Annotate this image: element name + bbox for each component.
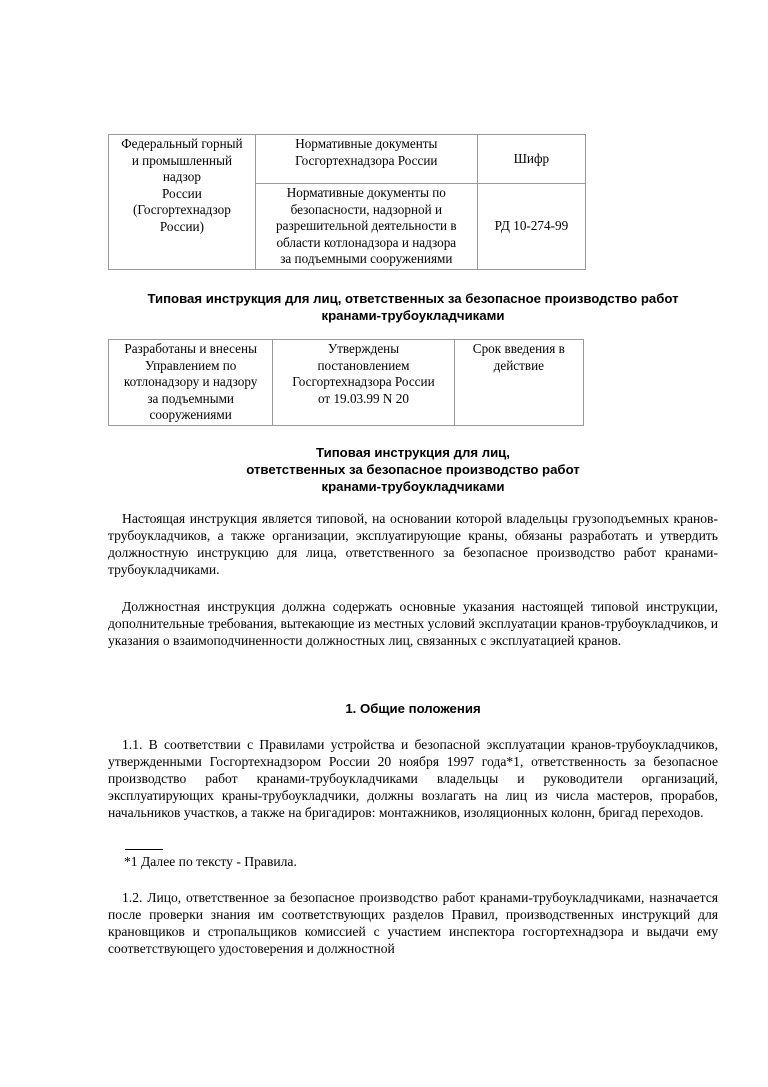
org-cell — [109, 135, 256, 270]
docs-sub-cell — [255, 184, 477, 270]
developed-line: Разработаны и внесены — [124, 341, 257, 356]
footnote-separator — [125, 849, 163, 850]
paragraph-text: Должностная инструкция должна содержать основные указания настоящей типовой инструкции, дополнительные требования, вытекающие из местных условий эксплуатации кранов-трубоукладчиков, и указания о взаимоподчиненности должностных лиц, связанных с эксплуатацией кранов. — [108, 599, 718, 649]
document-title — [108, 290, 718, 324]
doc-code-cell: РД 10-274-99 — [477, 184, 585, 270]
paragraph-text: 1.2. Лицо, ответственное за безопасное производство работ кранами-трубоукладчиками, назначается после проверки знания им соответствующих разделов Правил, производственных инструкций для крановщиков и стропальщиков комиссией с участием инспектора госгортехнадзора и выдачи ему соответствующего удостоверения и должностной — [108, 890, 718, 957]
intro-paragraph-2 — [108, 598, 718, 649]
approved-line: Утверждены — [327, 341, 400, 356]
clause-1-2 — [108, 889, 718, 957]
approved-cell — [273, 340, 454, 426]
developed-line: Управлением по — [144, 357, 237, 373]
approval-table — [108, 339, 584, 426]
effective-line: Срок введения в — [472, 341, 565, 356]
docs-line: Нормативные документы — [295, 136, 438, 151]
clause-1-1 — [108, 736, 718, 821]
docs-sub-line: разрешительной деятельности в — [276, 218, 457, 233]
developed-line: котлонадзору и надзору — [123, 374, 258, 389]
docs-sub-line: Нормативные документы по — [286, 185, 446, 200]
docs-sub-line: области котлонадзора и надзора — [276, 234, 457, 250]
org-line: Федеральный горный — [121, 136, 243, 151]
developed-cell — [109, 340, 273, 426]
org-line: (Госгортехнадзор — [132, 202, 231, 217]
developed-line: сооружениями — [149, 407, 232, 422]
docs-cell — [255, 135, 477, 184]
effective-date-cell — [454, 340, 583, 426]
approved-line: постановлением — [317, 357, 410, 373]
org-line: и промышленный — [131, 152, 233, 168]
cipher-cell: Шифр — [477, 135, 585, 184]
effective-line: действие — [493, 357, 544, 373]
org-line: России) — [159, 218, 204, 234]
title-line: Типовая инструкция для лиц, ответственных за безопасное производство работ — [147, 291, 679, 306]
document-subtitle — [108, 444, 718, 495]
subtitle-line: кранами-трубоукладчиками — [321, 479, 505, 494]
docs-line: Госгортехнадзора России — [295, 152, 438, 168]
intro-paragraph-1 — [108, 510, 718, 578]
paragraph-text: Настоящая инструкция является типовой, на основании которой владельцы грузоподъемных кранов-трубоукладчиков, а также организации, эксплуатирующие краны, обязаны разработать и утвердить должностную инструкцию для лица, ответственного за безопасное производство работ кранами-трубоукладчиками. — [108, 511, 718, 578]
header-table — [108, 134, 586, 270]
subtitle-line: ответственных за безопасное производство работ — [246, 462, 580, 477]
org-line: надзор — [162, 169, 201, 184]
docs-sub-line: безопасности, надзорной и — [290, 201, 443, 217]
title-line: кранами-трубоукладчиками — [321, 308, 505, 323]
approved-line: Госгортехнадзора России — [292, 374, 435, 389]
approved-line: от 19.03.99 N 20 — [317, 390, 409, 406]
section-heading: 1. Общие положения — [345, 701, 481, 716]
developed-line: за подъемными — [147, 390, 234, 406]
subtitle-line: Типовая инструкция для лиц, — [316, 445, 510, 460]
paragraph-text: 1.1. В соответствии с Правилами устройства и безопасной эксплуатации кранов-трубоукладчиков, утвержденными Госгортехнадзором России 20 ноября 1997 года*1, ответственность за безопасное производство работ кранами-трубоукладчиками владельцы и руководители организаций, эксплуатирующих краны-трубоукладчики, должны возлагать на лиц из числа мастеров, прорабов, начальников участков, а также на бригадиров: монтажников, изоляционных колонн, бригад переходов. — [108, 737, 718, 821]
footnote: *1 Далее по тексту - Правила. — [124, 854, 297, 869]
org-line: России — [162, 185, 202, 201]
docs-sub-line: за подъемными сооружениями — [280, 251, 453, 266]
